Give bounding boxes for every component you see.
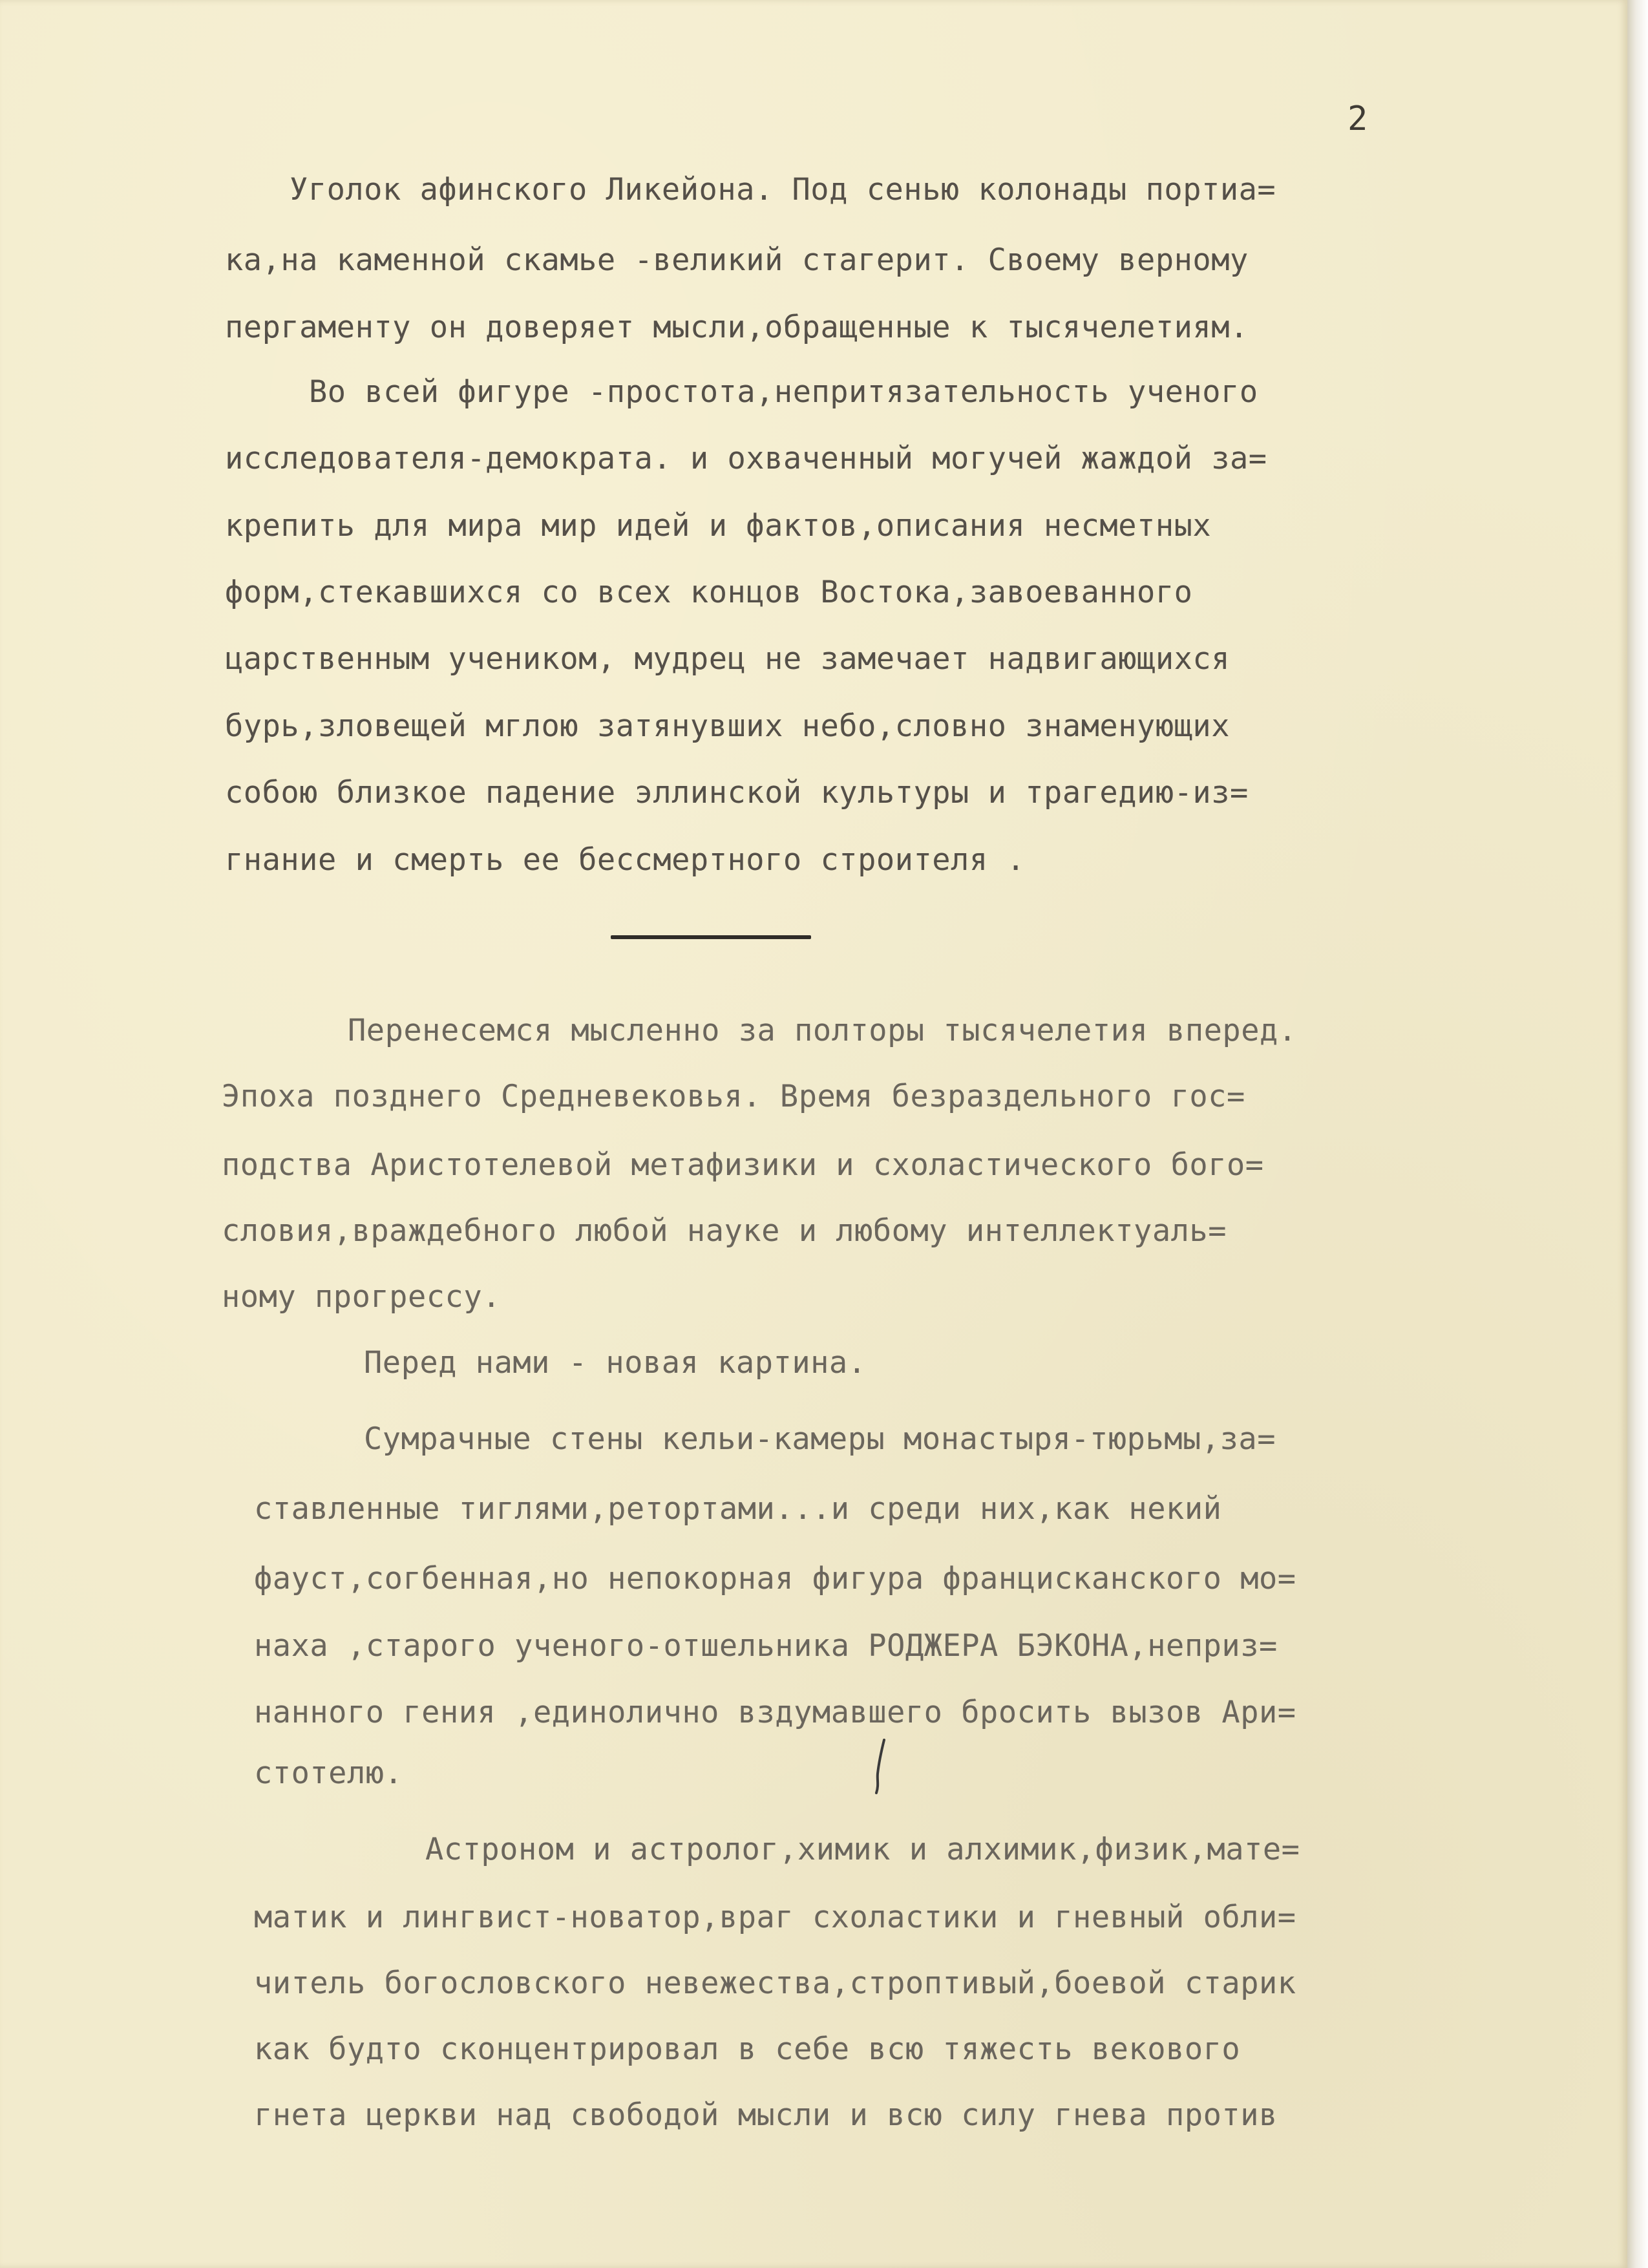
pen-correction-mark [871, 1737, 891, 1796]
text-line: Во всей фигуре -простота,непритязательность ученого [309, 374, 1258, 410]
page-number: 2 [1347, 100, 1368, 138]
text-line: словия,враждебного любой науке и любому интеллектуаль= [222, 1213, 1227, 1249]
text-line: бурь,зловещей мглою затянувших небо,словно знаменующих [225, 708, 1231, 744]
text-line: гнание и смерть ее бессмертного строителя . [225, 842, 1026, 878]
text-line: ному прогрессу. [222, 1279, 501, 1315]
text-line: ка,на каменной скамье -великий стагерит. Своему верному [225, 242, 1249, 278]
text-line: стотелю. [254, 1755, 403, 1791]
text-line: гнета церкви над свободой мысли и всю силу гнева против [254, 2097, 1278, 2133]
text-line: Перед нами - новая картина. [364, 1345, 867, 1381]
text-line: наха ,старого ученого-отшельника РОДЖЕРА БЭКОНА,неприз= [254, 1628, 1278, 1664]
section-divider [611, 935, 811, 939]
text-line: пергаменту он доверяет мысли,обращенные к тысячелетиям. [225, 310, 1249, 345]
text-line: подства Аристотелевой метафизики и схоластического бого= [222, 1147, 1264, 1183]
text-line: как будто сконцентрировал в себе всю тяжесть векового [254, 2031, 1241, 2067]
text-line: собою близкое падение эллинской культуры и трагедию-из= [225, 775, 1249, 811]
text-line: фауст,согбенная,но непокорная фигура францисканского мо= [254, 1561, 1296, 1596]
text-line: форм,стекавшихся со всех концов Востока,завоеванного [225, 575, 1193, 610]
text-line: Перенесемся мысленно за полторы тысячелетия вперед. [348, 1013, 1297, 1048]
text-line: исследователя-демократа. и охваченный могучей жаждой за= [225, 441, 1267, 476]
text-line: крепить для мира мир идей и фактов,описания несметных [225, 508, 1212, 544]
text-line: Уголок афинского Ликейона. Под сенью колонады портиа= [290, 172, 1276, 207]
text-line: читель богословского невежества,строптивый,боевой старик [254, 1966, 1296, 2001]
text-line: матик и лингвист-новатор,враг схоластики и гневный обли= [254, 1900, 1296, 1935]
text-line: ставленные тиглями,ретортами...и среди них,как некий [254, 1491, 1222, 1527]
text-line: Астроном и астролог,химик и алхимик,физик,мате= [425, 1832, 1300, 1867]
scan-edge [1627, 0, 1648, 2268]
text-line: Сумрачные стены кельи-камеры монастыря-тюрьмы,за= [364, 1421, 1276, 1457]
text-line: царственным учеником, мудрец не замечает надвигающихся [225, 641, 1231, 677]
text-line: нанного гения ,единолично вздумавшего бросить вызов Ари= [254, 1695, 1296, 1730]
text-line: Эпоха позднего Средневековья. Время безраздельного гос= [222, 1079, 1245, 1114]
